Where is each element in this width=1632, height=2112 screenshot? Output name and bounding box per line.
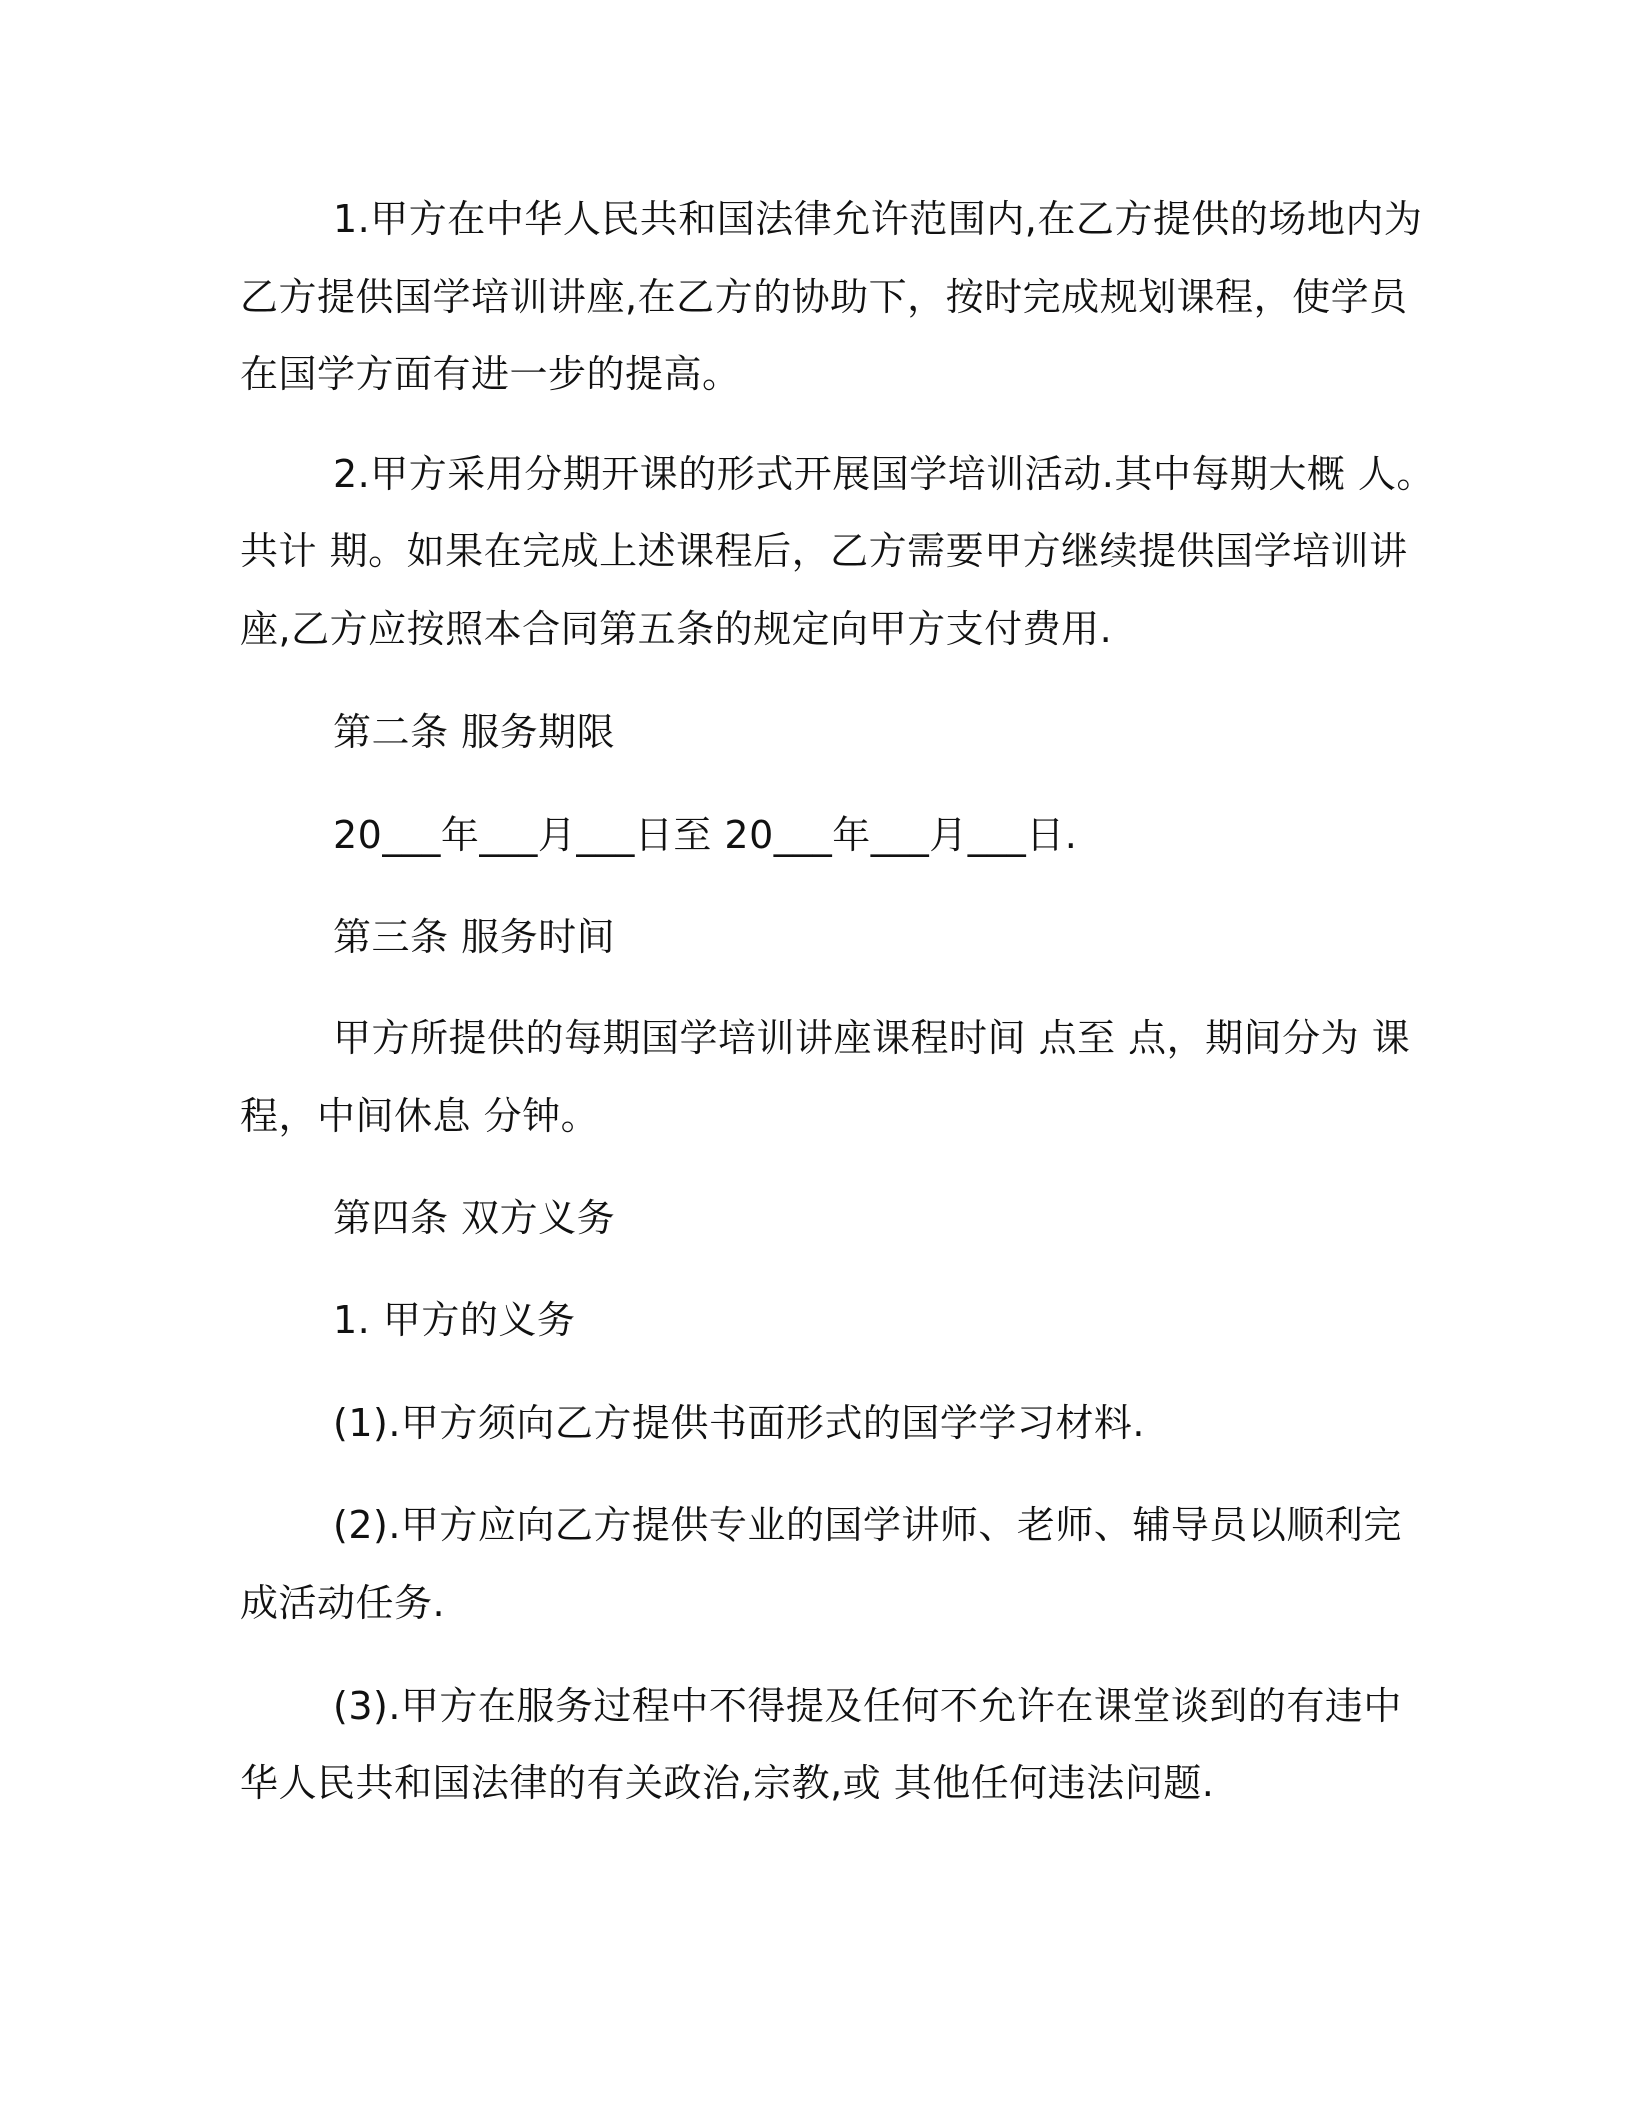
service-time-line-1: 甲方所提供的每期国学培训讲座课程时间 点至 点，期间分为 课	[333, 1016, 1411, 1060]
paragraph-2-line-1: 2.甲方采用分期开课的形式开展国学培训活动.其中每期大概 人。	[333, 452, 1435, 496]
article-4-heading: 第四条 双方义务	[333, 1196, 616, 1240]
service-time-line-2: 程，中间休息 分钟。	[240, 1094, 600, 1138]
party-a-obligations-heading: 1. 甲方的义务	[333, 1298, 576, 1342]
paragraph-1-line-1: 1.甲方在中华人民共和国法律允许范围内,在乙方提供的场地内为	[333, 197, 1423, 241]
article-2-heading: 第二条 服务期限	[333, 710, 616, 754]
paragraph-2-line-3: 座,乙方应按照本合同第五条的规定向甲方支付费用.	[240, 607, 1113, 651]
obligation-2-line-1: (2).甲方应向乙方提供专业的国学讲师、老师、辅导员以顺利完	[333, 1503, 1402, 1547]
obligation-3-line-1: (3).甲方在服务过程中不得提及任何不允许在课堂谈到的有违中	[333, 1684, 1402, 1728]
paragraph-1-line-2: 乙方提供国学培训讲座,在乙方的协助下，按时完成规划课程，使学员	[240, 275, 1408, 319]
paragraph-1-line-3: 在国学方面有进一步的提高。	[240, 352, 741, 396]
paragraph-2-line-2: 共计 期。如果在完成上述课程后，乙方需要甲方继续提供国学培训讲	[240, 529, 1408, 573]
obligation-2-line-2: 成活动任务.	[240, 1581, 446, 1625]
service-period-line: 20___年___月___日至 20___年___月___日.	[333, 813, 1078, 857]
article-3-heading: 第三条 服务时间	[333, 915, 616, 959]
obligation-3-line-2: 华人民共和国法律的有关政治,宗教,或 其他任何违法问题.	[240, 1761, 1215, 1805]
obligation-1-line-1: (1).甲方须向乙方提供书面形式的国学学习材料.	[333, 1401, 1145, 1445]
